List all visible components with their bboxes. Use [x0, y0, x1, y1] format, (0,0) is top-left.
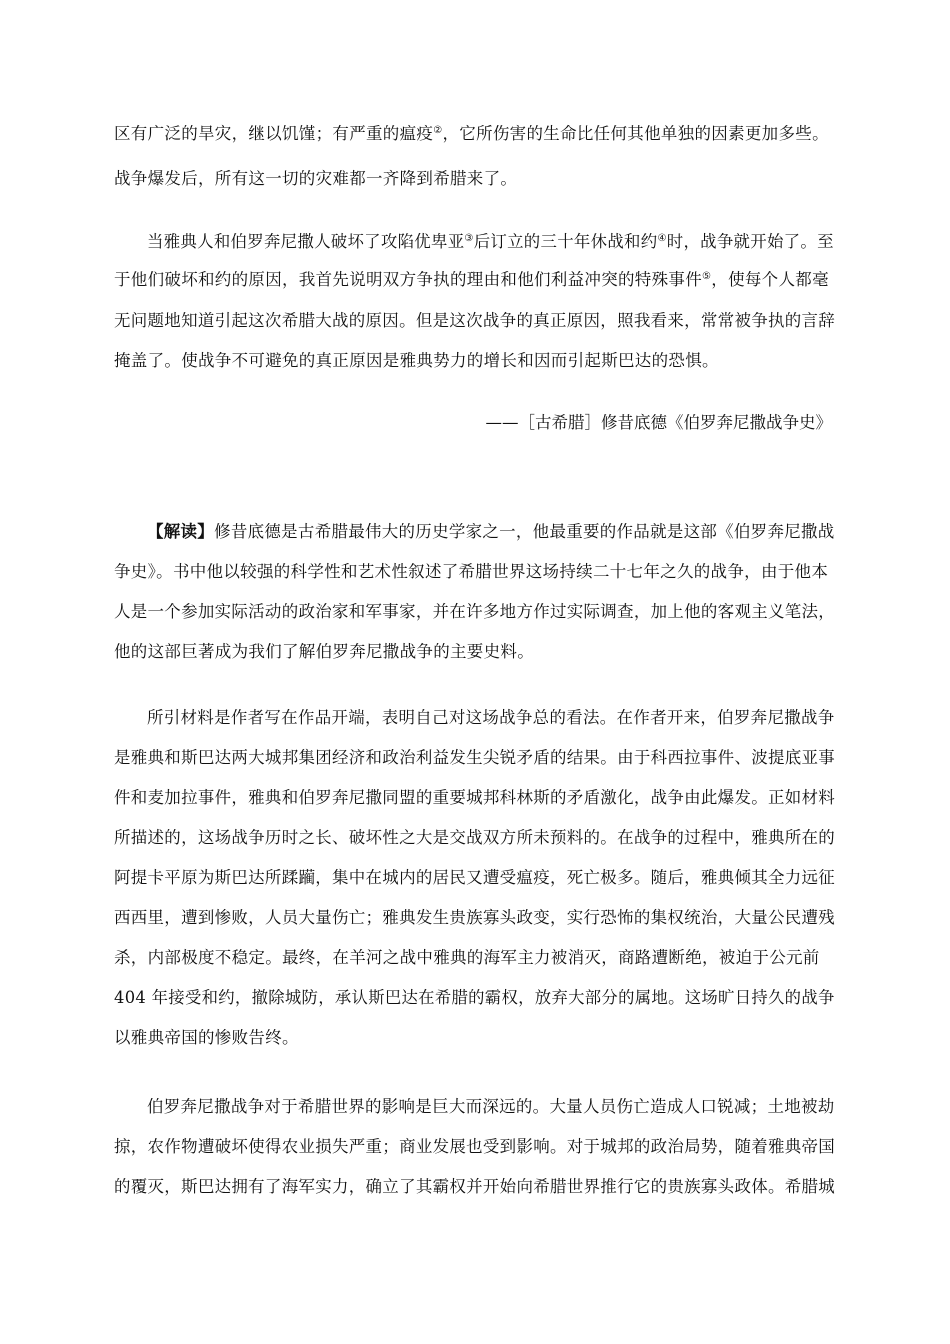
text: ，使每个人都毫 [711, 270, 829, 289]
text: ，它所伤害的生命比任何其他单独的因素更加多些。 [442, 124, 829, 143]
footnote-mark: ④ [657, 233, 667, 244]
text: 修昔底德是古希腊最伟大的历史学家之一，他最重要的作品就是这部《伯罗奔尼撒战 [214, 522, 835, 541]
p4-line-7: 杀，内部极度不稳定。最终，在羊河之战中雅典的海军主力被消灭，商路遭断绝，被迫于公元前 [114, 948, 820, 967]
p3-line-3: 人是一个参加实际活动的政治家和军事家，并在许多地方作过实际调查，加上他的客观主义笔法， [114, 602, 836, 621]
p4-line-6: 西西里，遭到惨败，人员大量伤亡；雅典发生贵族寡头政变，实行恐怖的集权统治，大量公民遭残 [114, 908, 836, 927]
p2-line-4: 掩盖了。使战争不可避免的真正原因是雅典势力的增长和因而引起斯巴达的恐惧。 [114, 351, 719, 370]
text: 区有广泛的旱灾，继以饥馑；有严重的瘟疫 [114, 124, 434, 143]
p2-line-1 [147, 230, 834, 254]
text: 于他们破坏和约的原因，我首先说明双方争执的理由和他们利益冲突的特殊事件 [114, 270, 702, 289]
p5-line-3: 的覆灭，斯巴达拥有了海军实力，确立了其霸权并开始向希腊世界推行它的贵族寡头政体。希腊城 [114, 1177, 836, 1196]
p4-line-5: 阿提卡平原为斯巴达所蹂躏，集中在城内的居民又遭受瘟疫，死亡极多。随后，雅典倾其全力远征 [114, 868, 836, 887]
p3-line-1 [147, 520, 835, 544]
text: 当雅典人和伯罗奔尼撒人破坏了攻陷优卑亚 [147, 232, 465, 251]
p5-line-2: 掠，农作物遭破坏使得农业损失严重；商业发展也受到影响。对于城邦的政治局势，随着雅典帝国 [114, 1137, 836, 1156]
footnote-mark: ② [433, 125, 443, 136]
attribution: ——［古希腊］修昔底德《伯罗奔尼撒战争史》 [485, 413, 832, 432]
text: 时，战争就开始了。至 [666, 232, 834, 251]
p4-line-8: 404 年接受和约，撤除城防，承认斯巴达在希腊的霸权，放弃大部分的属地。这场旷日持久的战争 [114, 988, 835, 1007]
p2-line-2 [114, 268, 829, 292]
p1-line-1 [114, 122, 829, 146]
p1-line-2: 战争爆发后，所有这一切的灾难都一齐降到希腊来了。 [114, 169, 518, 188]
p3-line-2: 争史》。书中他以较强的科学性和艺术性叙述了希腊世界这场持续二十七年之久的战争，由于他本 [114, 562, 829, 581]
p5-line-1: 伯罗奔尼撒战争对于希腊世界的影响是巨大而深远的。大量人员伤亡造成人口锐减；土地被劫 [147, 1097, 835, 1116]
footnote-mark: ⑤ [702, 271, 712, 282]
p4-line-1: 所引材料是作者写在作品开端，表明自己对这场战争总的看法。在作者开来，伯罗奔尼撒战争 [147, 708, 835, 727]
p4-line-4: 所描述的，这场战争历时之长、破坏性之大是交战双方所未预料的。在战争的过程中，雅典所在的 [114, 828, 836, 847]
p4-line-2: 是雅典和斯巴达两大城邦集团经济和政治利益发生尖锐矛盾的结果。由于科西拉事件、波提底亚事 [114, 748, 836, 767]
text: 后订立的三十年休战和约 [473, 232, 658, 251]
p4-line-3: 件和麦加拉事件，雅典和伯罗奔尼撒同盟的重要城邦科林斯的矛盾激化，战争由此爆发。正如材料 [114, 788, 836, 807]
section-label: 【解读】 [147, 522, 215, 541]
p3-line-4: 他的这部巨著成为我们了解伯罗奔尼撒战争的主要史料。 [114, 642, 534, 661]
p2-line-3: 无问题地知道引起这次希腊大战的原因。但是这次战争的真正原因，照我看来，常常被争执的言辞 [114, 311, 836, 330]
footnote-mark: ③ [464, 233, 474, 244]
p4-line-9: 以雅典帝国的惨败告终。 [114, 1028, 299, 1047]
